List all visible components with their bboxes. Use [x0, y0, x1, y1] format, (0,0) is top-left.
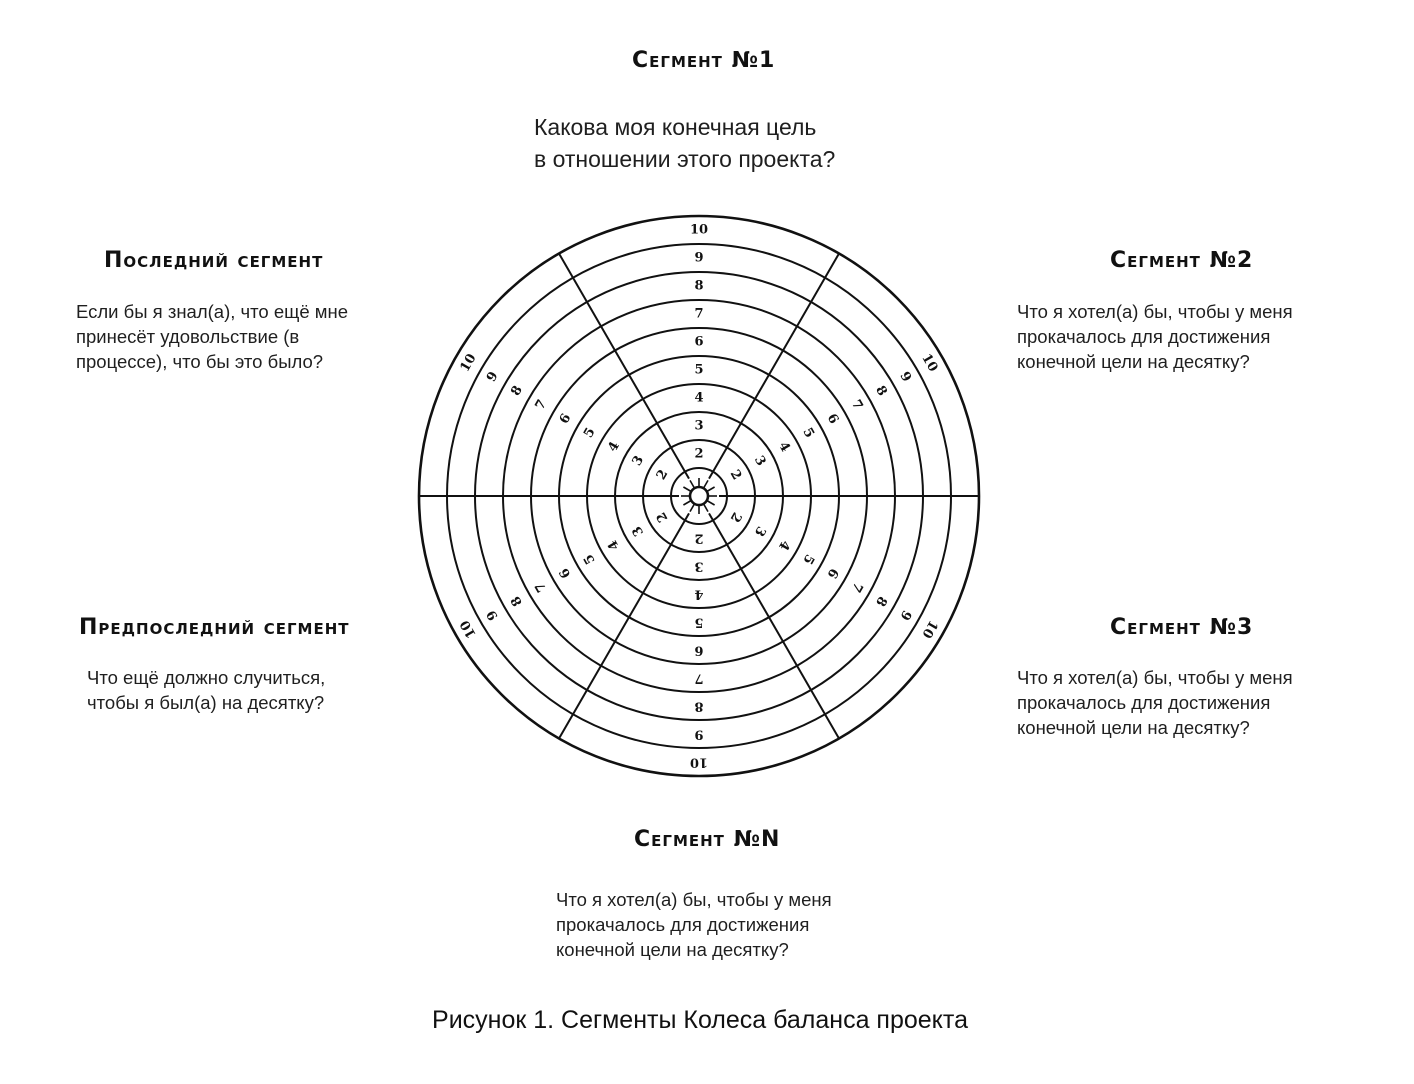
scale-label: 9 — [484, 369, 502, 385]
segment-3-title: Сегмент №3 — [1110, 615, 1254, 640]
scale-label: 2 — [726, 509, 745, 525]
spoke-4 — [556, 513, 689, 738]
scale-label: 8 — [694, 278, 704, 294]
scale-label: 10 — [918, 351, 941, 375]
scale-label: 6 — [823, 565, 842, 581]
scale-label: 8 — [872, 383, 890, 399]
scale-label: 3 — [694, 418, 704, 434]
figure-caption: Рисунок 1. Сегменты Колеса баланса проекта — [432, 1006, 968, 1034]
scale-label: 8 — [694, 698, 704, 714]
scale-label: 4 — [605, 439, 623, 455]
segment-1-title: Сегмент №1 — [632, 48, 776, 73]
scale-label: 6 — [556, 411, 575, 427]
scale-label: 6 — [556, 565, 575, 581]
scale-label: 6 — [694, 642, 704, 658]
scale-label: 9 — [694, 726, 704, 742]
hub-ray — [683, 487, 690, 491]
scale-label: 7 — [694, 306, 704, 322]
hub-ray — [708, 501, 715, 505]
scale-label: 5 — [799, 551, 817, 567]
scale-label: 2 — [726, 467, 745, 483]
scale-label: 3 — [750, 523, 769, 539]
spoke-3 — [709, 513, 839, 738]
scale-label: 7 — [847, 579, 866, 595]
scale-label: 5 — [799, 425, 817, 441]
scale-label: 6 — [694, 334, 704, 350]
scale-label: 9 — [694, 250, 704, 266]
spoke-6 — [556, 254, 689, 479]
scale-label: 7 — [847, 397, 866, 413]
penultimate-segment-title: Предпоследний сегмент — [79, 615, 350, 640]
hub-ray — [690, 480, 694, 487]
scale-label: 4 — [775, 537, 793, 553]
scale-label: 7 — [532, 579, 551, 595]
scale-label: 10 — [689, 222, 709, 238]
scale-label: 4 — [605, 537, 623, 553]
scale-label: 3 — [694, 558, 704, 574]
segment-n-title: Сегмент №N — [634, 827, 781, 852]
scale-label: 8 — [508, 383, 526, 399]
segment-n-question: Что я хотел(а) бы, чтобы у меня прокачалось для достижения конечной цели на десятку? — [556, 889, 832, 960]
segment-3-question: Что я хотел(а) бы, чтобы у меня прокачалось для достижения конечной цели на десятку? — [1017, 667, 1293, 738]
scale-label: 5 — [581, 551, 599, 567]
scale-label: 8 — [872, 593, 890, 609]
scale-label: 5 — [694, 614, 704, 630]
scale-label: 9 — [896, 369, 914, 385]
scale-label: 2 — [653, 509, 672, 525]
scale-label: 7 — [694, 670, 704, 686]
scale-label: 6 — [823, 411, 842, 427]
hub-circle — [690, 487, 708, 505]
scale-label: 2 — [694, 530, 704, 546]
scale-label: 3 — [629, 453, 648, 469]
hub-ray — [690, 505, 694, 512]
scale-label: 5 — [581, 425, 599, 441]
hub-ray — [704, 505, 708, 512]
hub-ray — [704, 480, 708, 487]
scale-label: 2 — [694, 446, 704, 462]
segment-2-title: Сегмент №2 — [1110, 248, 1254, 273]
scale-label: 4 — [694, 390, 704, 406]
scale-label: 5 — [694, 362, 704, 378]
scale-label: 8 — [508, 593, 526, 609]
scale-label: 4 — [775, 439, 793, 455]
segment-2-question: Что я хотел(а) бы, чтобы у меня прокачалось для достижения конечной цели на десятку? — [1017, 301, 1293, 372]
scale-label: 7 — [532, 397, 551, 413]
hub-ray — [683, 501, 690, 505]
spoke-1 — [709, 254, 839, 479]
scale-label: 10 — [918, 617, 941, 641]
penultimate-segment-question: Что ещё должно случиться, чтобы я был(а) на десятку? — [87, 667, 326, 713]
scale-label: 4 — [694, 586, 704, 602]
scale-label: 3 — [629, 523, 648, 539]
scale-label: 10 — [457, 617, 480, 641]
last-segment-title: Последний сегмент — [104, 248, 324, 273]
scale-label: 2 — [653, 467, 672, 483]
scale-label: 10 — [457, 351, 480, 375]
scale-label: 9 — [896, 607, 914, 623]
scale-label: 9 — [484, 607, 502, 623]
last-segment-question: Если бы я знал(а), что ещё мне принесёт удовольствие (в процессе), что бы это было? — [76, 301, 349, 372]
scale-label: 10 — [689, 754, 709, 770]
hub-ray — [708, 487, 715, 491]
scale-label: 3 — [750, 453, 769, 469]
segment-1-question: Какова моя конечная цель в отношении этого проекта? — [534, 114, 836, 172]
